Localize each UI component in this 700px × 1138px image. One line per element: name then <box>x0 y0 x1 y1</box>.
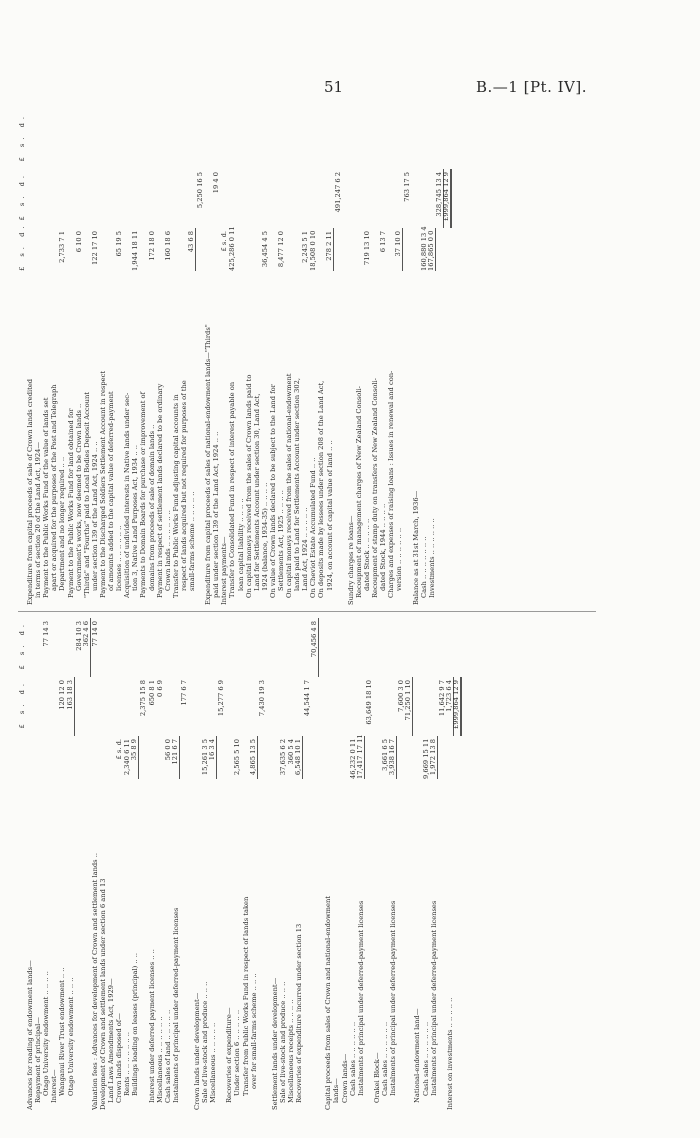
line-description: Crown lands under development— <box>192 992 201 1110</box>
inner-amount: 63,649 18 10 <box>364 680 373 725</box>
account-line <box>303 618 311 1110</box>
line-description: lands paid to Land for Settlements Account under section 302, <box>293 377 302 591</box>
inner-amount: 7,430 19 3 <box>257 680 266 717</box>
line-description: Payment to the Public Works Fund for land obtained for <box>66 408 75 598</box>
line-description: dated Stock .. .. .. .. .. <box>362 518 371 591</box>
line-description: Otago University endowment .. .. .. .. <box>42 971 51 1096</box>
sub-amount: 37 10 0 <box>394 228 403 271</box>
sub-amount: £ s. d. <box>18 222 26 271</box>
total-amount: £ s. d. <box>18 621 26 670</box>
inner-amount: 11,642 9 7 <box>437 680 446 717</box>
sub-amount: 65 19 5 <box>115 231 124 257</box>
line-description: Recoveries of expenditure— <box>225 1007 234 1103</box>
account-line <box>334 110 342 605</box>
line-description: Orakei Block— <box>372 1052 381 1103</box>
line-description: On capital moneys received from the sales of Crown lands paid to <box>244 374 253 598</box>
account-line <box>204 110 212 605</box>
page-number: 51 <box>324 78 344 96</box>
inner-amount: 1,723 6 4 <box>445 677 454 736</box>
sub-amount: 36,454 4 5 <box>260 231 269 268</box>
account-line <box>180 110 188 605</box>
account-line <box>324 618 332 1110</box>
account-line <box>357 618 365 1110</box>
account-line <box>422 618 430 1110</box>
line-description: Rents .. .. .. .. .. .. .. <box>123 1031 132 1096</box>
account-line <box>237 110 245 605</box>
line-description: Valuation fees : Advances for development of Crown and settlement lands .. <box>90 853 99 1110</box>
sub-amount: 6 10 0 <box>74 231 83 253</box>
account-line <box>26 110 34 605</box>
sub-amount: £ s. d. <box>220 231 229 252</box>
line-description: "Thirds" and "Fourths" paid to Local Bodies Deposit Account <box>82 392 91 598</box>
account-line <box>123 110 131 605</box>
account-line <box>156 110 164 605</box>
account-line <box>209 618 217 1110</box>
account-line <box>269 110 277 605</box>
sub-amount: 3,661 6 5 <box>381 739 390 771</box>
account-line <box>212 110 220 605</box>
line-description: licenses .. .. .. .. .. .. <box>115 525 124 591</box>
sub-amount: 15,261 3 5 <box>201 739 210 776</box>
sub-amount: 1,944 18 11 <box>131 230 140 271</box>
sub-amount: 122 17 10 <box>90 231 99 266</box>
line-description: Department and no longer required .. .. <box>58 456 67 591</box>
account-line <box>50 110 58 605</box>
account-line <box>156 618 164 1110</box>
account-line <box>295 618 303 1110</box>
sub-amount: £ s. d. <box>115 739 124 760</box>
line-description: Recoveries of expenditure incurred under section 13 <box>295 923 304 1103</box>
account-line <box>220 110 228 605</box>
account-line <box>412 110 420 605</box>
inner-amount: £999,864 12 9 <box>442 169 452 228</box>
line-description: Cash sales .. .. .. .. .. .. <box>421 1021 430 1096</box>
sub-amount: 35 8 9 <box>130 736 139 779</box>
line-description: Miscellaneous .. .. .. .. .. <box>209 1022 218 1103</box>
line-description: Cash sales of land .. .. .. .. .. <box>163 1009 172 1103</box>
line-description: Advances for roading of endowment lands— <box>26 960 35 1110</box>
line-description: under section 139 of the Land Act, 1924 .. .. <box>90 441 99 591</box>
account-line <box>188 110 196 605</box>
line-description: Cash .. .. .. .. .. .. .. <box>419 536 428 598</box>
payments-column <box>18 110 452 605</box>
line-description: lands— <box>332 1078 341 1103</box>
inner-amount: 650 8 1 <box>147 680 156 706</box>
sub-amount: 3,938 16 7 <box>388 736 397 779</box>
line-description: Payments to Domain Boards for purchase or improvement of <box>139 391 148 598</box>
total-amount: 77 14 0 <box>90 621 99 647</box>
receipts-column <box>18 618 462 1110</box>
line-description: apart or acquired for the purposes of the Post and Telegraph <box>50 384 59 591</box>
account-line <box>131 618 139 1110</box>
line-description: Charges and expenses of raising loans : Issues in renewal and con- <box>387 370 396 598</box>
inner-amount: 2,375 15 8 <box>139 680 148 717</box>
line-description: On Cheviot Estate Accumulated Fund .. .. <box>309 457 318 598</box>
sub-amount: 6 13 7 <box>379 231 388 253</box>
line-description: Cash sales .. .. .. .. .. .. <box>381 1021 390 1096</box>
account-line <box>365 618 373 1110</box>
account-line <box>131 110 139 605</box>
inner-amount: 44,544 1 7 <box>303 680 312 717</box>
line-description: Government's works, now deemed to be Crown lands .. <box>74 403 83 591</box>
line-description: loan capital liability .. .. .. .. <box>236 498 245 591</box>
account-line <box>250 618 258 1110</box>
total-amount: 284 10 3 <box>74 621 83 651</box>
line-description: Land Act, 1924 .. .. .. .. .. <box>301 507 310 591</box>
account-line <box>420 110 428 605</box>
account-line <box>349 618 357 1110</box>
account-line <box>201 618 209 1110</box>
line-description: On deposits made by lessees under section 208 of the Land Act, <box>317 380 326 598</box>
account-line <box>228 110 236 605</box>
line-description: Miscellaneous receipts .. .. .. .. <box>287 999 295 1103</box>
account-line <box>430 618 438 1110</box>
account-line <box>148 110 156 605</box>
account-line <box>233 618 241 1110</box>
line-description: Sale of live-stock and produce .. .. .. <box>201 981 210 1103</box>
inner-amount: 0 6 9 <box>155 680 164 698</box>
account-line <box>50 618 58 1110</box>
line-description: Crown lands .. .. .. .. .. .. <box>163 510 172 591</box>
sub-amount: 43 6 8 <box>187 228 196 271</box>
account-line <box>42 618 50 1110</box>
line-description: Crown lands— <box>340 1053 349 1103</box>
account-line <box>242 618 250 1110</box>
line-description: Settlements Act, 1925 .. .. .. .. <box>277 490 285 591</box>
line-description: Investments .. .. .. .. .. .. <box>427 518 436 598</box>
sub-amount: 9,669 15 11 <box>421 738 430 779</box>
line-description: of amounts added to the capital value of deferred-payment <box>107 391 116 591</box>
line-description: Otago University endowment .. .. .. <box>66 977 75 1096</box>
account-line <box>301 110 309 605</box>
line-description: Crown lands disposed of— <box>115 1013 124 1103</box>
column-divider <box>18 611 596 612</box>
line-description: small-farms scheme .. .. .. .. .. <box>187 491 196 591</box>
account-line <box>139 618 147 1110</box>
account-line <box>26 618 34 1110</box>
account-line <box>139 110 147 605</box>
inner-amount: 120 12 0 <box>58 680 67 710</box>
total-amount: 70,456 4 8 <box>310 618 319 677</box>
line-description: Miscellaneous .. .. .. .. .. .. <box>155 1016 164 1103</box>
account-line <box>245 110 253 605</box>
line-description: Instalments of principal under deferred-payment licenses <box>356 900 365 1096</box>
account-line <box>217 618 225 1110</box>
sub-amount: 2,340 6 11 <box>123 739 132 776</box>
inner-amount: 5,250 16 5 <box>196 172 205 209</box>
account-line <box>42 110 50 605</box>
line-description: Under section 6 .. .. .. .. .. <box>233 1009 242 1096</box>
column-header-row <box>18 110 26 605</box>
line-description: Interest on investments .. .. .. .. .. <box>445 997 454 1110</box>
sub-amount: 2,565 5 10 <box>233 739 242 776</box>
account-line <box>355 110 363 605</box>
account-line <box>395 110 403 605</box>
account-line <box>279 618 287 1110</box>
line-description: Development of Crown and settlement lands under section 6 and 13 <box>98 878 107 1110</box>
inner-amount: £999,864 12 9 <box>452 677 462 736</box>
line-description: Expenditure from capital proceeds of sales of national-endowment lands—"Thirds" <box>204 324 213 605</box>
sub-amount: 1,972 13 8 <box>429 736 438 779</box>
line-description: Instalments of principal under deferred-payment licenses <box>429 900 438 1096</box>
account-line <box>309 110 317 605</box>
account-statement <box>18 110 596 1110</box>
sub-amount: 46,232 0 11 <box>348 738 357 779</box>
account-line <box>287 618 295 1110</box>
account-line <box>172 618 180 1110</box>
page-reference: B.—1 [Pt. IV]. <box>476 78 587 96</box>
sub-amount: 425,286 0 11 <box>228 226 237 271</box>
account-line <box>225 618 233 1110</box>
line-description: Settlement lands under development— <box>270 977 279 1110</box>
account-line <box>115 110 123 605</box>
sub-amount: 2,243 5 1 <box>301 231 310 263</box>
line-description: Capital proceeds from sales of Crown and national-endowment <box>324 896 333 1110</box>
inner-amount: £ s. d. <box>18 172 26 221</box>
account-line <box>99 618 107 1110</box>
total-amount: 362 4 6 <box>82 618 91 677</box>
line-description: over for small-farms scheme .. .. .. <box>249 973 258 1089</box>
account-line <box>271 618 279 1110</box>
account-line <box>253 110 261 605</box>
sub-amount: 17,417 17 11 <box>355 734 364 779</box>
inner-amount: £ s. d. <box>18 680 26 729</box>
sub-amount: 4,865 13 5 <box>249 736 258 779</box>
line-description: 1924 (balance, 1934-35) .. .. .. .. <box>260 482 269 591</box>
line-description: On capital moneys received from the sales of national-endowment <box>285 373 294 598</box>
account-line <box>441 110 452 605</box>
sub-amount: 2,733 7 1 <box>58 231 67 263</box>
account-line <box>387 110 395 605</box>
account-line <box>34 618 42 1110</box>
sub-amount: 16 3 4 <box>208 736 217 779</box>
account-line <box>277 110 285 605</box>
sub-amount: 360 5 4 <box>287 739 295 765</box>
account-line <box>91 110 99 605</box>
sub-amount: 278 2 11 <box>325 228 334 271</box>
sub-amount: 8,477 12 0 <box>277 231 285 268</box>
account-line <box>405 618 413 1110</box>
account-line <box>293 110 301 605</box>
line-description: Buildings loading on leases (principal) .. .. <box>131 952 140 1096</box>
account-line <box>67 618 75 1110</box>
account-line <box>172 110 180 605</box>
line-description: Instalments of principal under deferred-payment licenses <box>171 907 180 1103</box>
total-amount: £ s. d. <box>18 113 26 162</box>
account-line <box>164 110 172 605</box>
line-description: respect of lands acquired but not required for purposes of the <box>179 380 188 591</box>
line-description: dated Stock, 1944 .. .. .. .. <box>379 503 388 591</box>
account-line <box>196 110 204 605</box>
line-description: Recoupment of management charges of New Zealand Consoli- <box>354 386 363 598</box>
account-line <box>332 618 340 1110</box>
sub-amount: 121 6 7 <box>171 736 180 779</box>
account-line <box>164 618 172 1110</box>
account-line <box>67 110 75 605</box>
line-description: 1924, on account of capital value of land .. .. <box>325 440 334 591</box>
account-line <box>371 110 379 605</box>
account-line <box>58 110 66 605</box>
line-description: domains from proceeds of sale of domain lands .. <box>147 424 156 591</box>
account-line <box>413 618 421 1110</box>
line-description: Balance as at 31st March, 1936— <box>411 490 420 605</box>
account-line <box>326 110 334 605</box>
line-description: Interest payments— <box>220 536 229 605</box>
account-line <box>34 110 42 605</box>
account-line <box>451 618 462 1110</box>
account-line <box>115 618 123 1110</box>
inner-amount: 19 4 0 <box>212 172 221 194</box>
line-description: Payment to the Public Works Fund of the value of lands set <box>42 397 51 598</box>
line-description: National-endowment land— <box>413 1008 422 1103</box>
sub-amount: 160 18 6 <box>163 231 172 261</box>
sub-amount: 37,635 6 2 <box>278 739 287 776</box>
account-line <box>180 618 188 1110</box>
account-line <box>261 110 269 605</box>
account-line <box>193 618 201 1110</box>
account-line <box>347 110 355 605</box>
line-description: Repayment of principal— <box>34 1017 43 1103</box>
account-line <box>381 618 389 1110</box>
account-line <box>363 110 371 605</box>
line-description: tion 3, Native Land Purposes Act, 1934 .. .. <box>131 444 140 591</box>
inner-amount: 163 18 3 <box>66 677 75 736</box>
account-line <box>285 110 293 605</box>
line-description: Recoupment of stamp duty on transfers of New Zealand Consoli- <box>371 378 380 598</box>
account-line <box>99 110 107 605</box>
account-line <box>317 110 325 605</box>
sub-amount: 719 13 10 <box>362 231 371 266</box>
line-description: Transfer to Public Works Fund adjusting capital accounts in <box>171 394 180 598</box>
line-description: Land for Settlements Account under section 30, Land Act, <box>252 393 261 591</box>
line-description: Instalments of principal under deferred-payment licenses <box>389 900 398 1096</box>
line-description: Transfer from Public Works Fund in respect of lands taken <box>241 896 250 1096</box>
sub-amount: 18,508 0 10 <box>309 230 318 271</box>
line-description: Wanganui River Trust endowment .. .. <box>58 967 67 1096</box>
account-line <box>123 618 131 1110</box>
line-description: Interest under deferred payment licenses .. .. <box>147 949 156 1103</box>
line-description: version .. .. .. .. .. .. <box>395 527 404 591</box>
account-line <box>107 110 115 605</box>
inner-amount: 71,250 1 10 <box>404 677 413 736</box>
account-line <box>379 110 387 605</box>
line-description: Transfer to Consolidated Fund in respect of interest payable on <box>228 381 237 598</box>
account-line <box>373 618 381 1110</box>
account-line <box>91 618 99 1110</box>
line-description: Acquisition of undivided interests in Native lands under sec- <box>123 392 132 598</box>
line-description: Interest— <box>50 1069 59 1103</box>
account-line <box>389 618 397 1110</box>
inner-amount: 491,247 6 2 <box>333 172 342 213</box>
account-line <box>341 618 349 1110</box>
line-description: Sale of live-stock and produce .. .. .. <box>278 981 287 1103</box>
account-line <box>107 618 115 1110</box>
account-line <box>75 618 83 1110</box>
account-line <box>311 618 319 1110</box>
sub-amount: 172 18 0 <box>147 231 156 261</box>
column-header-row <box>18 618 26 1110</box>
sub-amount: 56 0 0 <box>163 739 172 761</box>
account-line <box>148 618 156 1110</box>
sub-amount: 6,548 10 1 <box>294 736 303 779</box>
account-line <box>83 110 91 605</box>
line-description: Payment to the Discharged Soldiers Settlement Account in respect <box>98 370 107 598</box>
inner-amount: 763 17 5 <box>403 172 412 202</box>
line-description: Cash sales .. .. .. .. .. .. <box>348 1021 357 1096</box>
line-description: On value of Crown lands declared to be subject to the Land for <box>268 384 277 598</box>
inner-amount: 328,745 13 4 <box>435 169 444 228</box>
inner-amount: 177 6 7 <box>179 680 188 706</box>
line-description: Land Laws Amendments Act, 1929— <box>107 978 116 1103</box>
line-description: Expenditure from capital proceeds of sale of Crown lands credited <box>26 378 35 605</box>
line-description: in terms of section 20 of the Land Act, 1924— <box>34 441 43 598</box>
line-description: Sundry charges re loans— <box>346 515 355 605</box>
account-line <box>403 110 411 605</box>
sub-amount: 160,880 13 4 <box>419 226 428 271</box>
inner-amount: 7,600 3 0 <box>397 680 406 712</box>
account-line <box>83 618 91 1110</box>
total-amount: 77 14 3 <box>42 621 51 647</box>
line-description: paid under section 139 of the Land Act, 1924 .. .. <box>212 431 221 598</box>
account-line <box>258 618 266 1110</box>
account-line <box>75 110 83 605</box>
inner-amount: 15,277 6 9 <box>217 680 226 717</box>
sub-amount: 167,865 0 0 <box>427 228 436 271</box>
line-description: Payment in respect of settlement lands declared to be ordinary <box>155 383 164 598</box>
